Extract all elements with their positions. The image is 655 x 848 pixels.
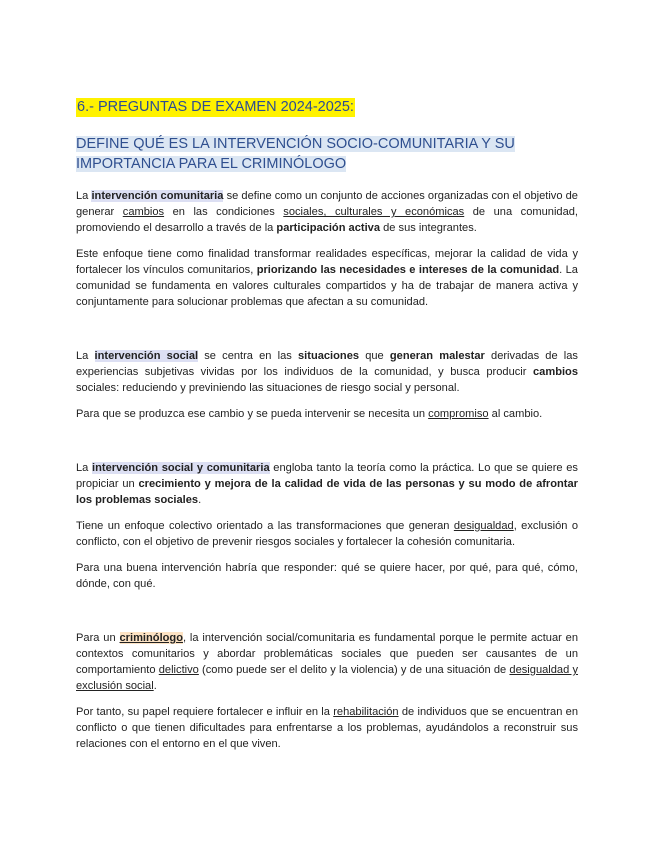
underlined-term: compromiso bbox=[428, 408, 489, 420]
text: sociales: reduciendo y previniendo las situaciones de riesgo social y personal. bbox=[76, 382, 460, 394]
underlined-term: rehabilitación bbox=[333, 706, 399, 718]
text: , exclusión o conflicto, con el objetivo de prevenir riesgos sociales y fortalecer la cohesión comunitaria. bbox=[76, 520, 579, 548]
highlight-term: intervención social y comunitaria bbox=[92, 462, 270, 474]
bold-term: participación activa bbox=[276, 222, 381, 234]
underlined-term: desigualdad bbox=[453, 520, 514, 532]
bold-term: cambios bbox=[532, 366, 578, 378]
bold-term: crecimiento y mejora de la calidad de vida de las personas y su modo de afrontar los problemas sociales bbox=[76, 478, 578, 506]
text: Para un bbox=[76, 632, 120, 644]
bold-term: priorizando las necesidades e intereses de la comunidad bbox=[256, 264, 560, 276]
question-title-line2: IMPORTANCIA PARA EL CRIMINÓLOGO bbox=[76, 156, 347, 172]
underlined-term: desigualdad y exclusión social bbox=[76, 664, 579, 692]
text: La bbox=[76, 350, 95, 362]
paragraph-good-intervention: Para una buena intervención habría que responder: qué se quiere hacer, por qué, para qué, cómo, dónde, con qué. bbox=[76, 562, 578, 590]
text: engloba tanto la teoría como la práctica. Lo que se quiere es propiciar un bbox=[76, 462, 578, 490]
text: Tiene un enfoque colectivo orientado a las transformaciones que generan bbox=[76, 520, 454, 532]
paragraph-criminologist bbox=[76, 630, 578, 694]
text: de una comunidad, promoviendo el desarrollo a través de la bbox=[76, 206, 578, 234]
text: se define como un conjunto de acciones organizadas con el objetivo de generar bbox=[76, 190, 578, 218]
bold-term: situaciones bbox=[298, 350, 360, 362]
text: en las condiciones bbox=[164, 206, 284, 218]
underlined-term: delictivo bbox=[158, 664, 199, 676]
question-title-line1: DEFINE QUÉ ES LA INTERVENCIÓN SOCIO-COMUNITARIA Y SU bbox=[76, 136, 515, 152]
text: se centra en las bbox=[198, 350, 298, 362]
paragraph-commitment bbox=[76, 406, 578, 422]
text: La bbox=[76, 190, 92, 202]
text: derivadas de las experiencias subjetivas vividas por los individuos de la comunidad, y busca producir bbox=[76, 350, 578, 378]
text: . bbox=[198, 494, 202, 506]
paragraph-community-intervention bbox=[76, 188, 578, 236]
underlined-term: cambios bbox=[122, 206, 165, 218]
text: La bbox=[76, 462, 93, 474]
paragraph-rehabilitation bbox=[76, 704, 578, 752]
text: Para que se produzca ese cambio y se pueda intervenir se necesita un bbox=[76, 408, 429, 420]
text: que bbox=[359, 350, 390, 362]
text: de sus integrantes. bbox=[380, 222, 477, 234]
text: . bbox=[153, 680, 157, 692]
text: Por tanto, su papel requiere fortalecer e influir en la bbox=[76, 706, 334, 718]
text: , la intervención social/comunitaria es fundamental porque le permite actuar en contextos comunitarios y abordar problemáticas sociales que pueden ser causantes de un comportamiento bbox=[76, 632, 579, 676]
paragraph-social-intervention bbox=[76, 348, 578, 396]
highlight-term: intervención social bbox=[94, 350, 199, 362]
highlight-term: intervención comunitaria bbox=[91, 190, 224, 202]
paragraph-collective-approach bbox=[76, 518, 578, 550]
underlined-term: sociales, culturales y económicas bbox=[283, 206, 465, 218]
paragraph-social-community-intervention bbox=[76, 460, 578, 508]
text: Este enfoque tiene como finalidad transformar realidades específicas, mejorar la calidad de vida y fortalecer los vínculos comunitarios, bbox=[76, 248, 578, 276]
document-content bbox=[76, 98, 578, 752]
highlight-term: criminólogo bbox=[119, 632, 183, 644]
section-heading: 6.- PREGUNTAS DE EXAMEN 2024-2025: bbox=[77, 99, 354, 115]
text: . La comunidad se fundamenta en valores culturales compartidos y ha de trabajar de manera activa y conjuntamente para solucionar problemas que afectan a su comunidad. bbox=[76, 264, 578, 308]
text: (como puede ser el delito y la violencia) y de una situación de bbox=[198, 664, 510, 676]
question-title bbox=[76, 134, 578, 174]
text: de individuos que se encuentran en conflicto o que tienen dificultades para enfrentarse a los problemas, ayudándolos a reconstruir sus relaciones con el entorno en el que viven. bbox=[76, 706, 578, 750]
bold-term: generan malestar bbox=[389, 350, 485, 362]
text: al cambio. bbox=[488, 408, 543, 420]
paragraph-approach bbox=[76, 246, 578, 310]
